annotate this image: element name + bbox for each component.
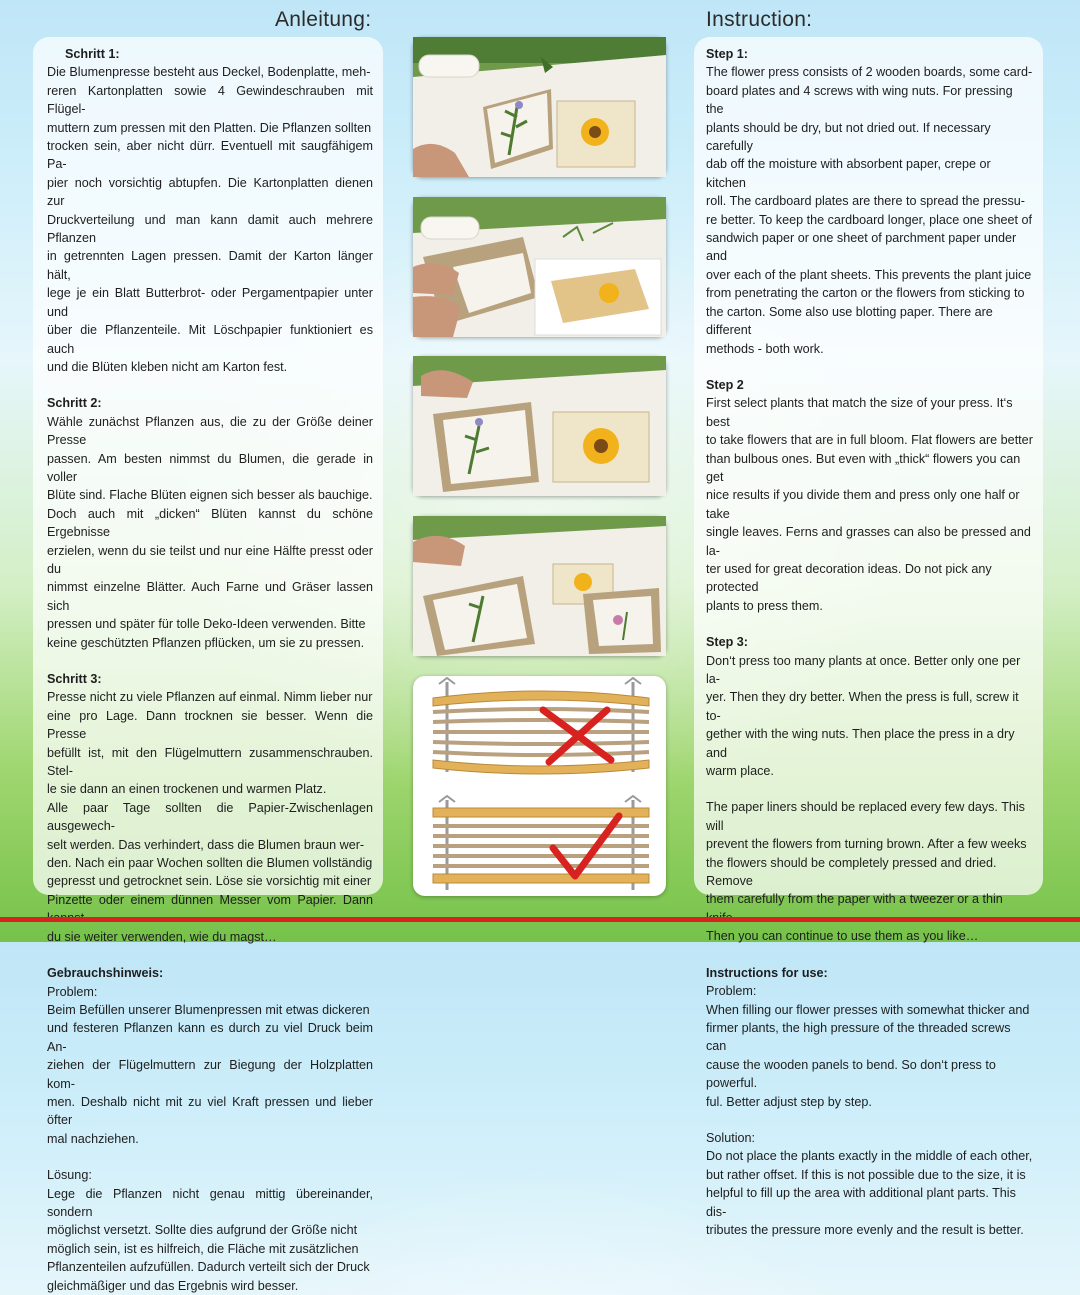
step2-body-en: First select plants that match the size of your press. It‘s best to take flowers that are in full bloom. Flat flowers are better than bulbous ones. But even with „thick“ flowers you can get nice results if you divide them and press only one half or take single leaves. Ferns and grasses can also be pressed and la- ter used for great decoration ideas. Do not pick any protected plants to press them. (706, 396, 1033, 613)
step3-heading-de: Schritt 3: (47, 672, 102, 686)
step3-heading-en: Step 3: (706, 635, 748, 650)
problem-body-de: Beim Befüllen unserer Blumenpressen mit etwas dickeren und festeren Pflanzen kann es durch zu viel Druck beim An- ziehen der Flügelmuttern zur Biegung der Holzplatten kom- men. Deshalb nicht mit zu viel Kraft pressen und lieber öfter mal nachziehen. (47, 1002, 373, 1146)
german-instructions-panel (33, 37, 383, 1293)
photo-arranging-plants (413, 37, 666, 177)
usage-heading-en: Instructions for use: (706, 965, 828, 980)
step2-heading-en: Step 2 (706, 377, 744, 392)
step2-body-de: Wähle zunächst Pflanzen aus, die zu der Größe deiner Presse passen. Am besten nimmst du Blumen, die gerade in voller Blüte sind. Flache Blüten eignen sich besser als bauchige. Doch auch mit „dicken“ Blüten kannst du schöne Ergebnisse erzielen, wenn du sie teilst und nur eine Hälfte presst oder du nimmst einzelne Blätter. Auch Farne und Gräser lassen sich pressen und später für tolle Deko-Ideen verwenden. Bitte keine geschützten Pflanzen pflücken, um sie zu pressen. (47, 414, 373, 650)
german-title: Anleitung: (275, 8, 372, 31)
solution-body-en: Do not place the plants exactly in the middle of each other, but rather offset. If this is not possible due to the size, it is helpful to fill up the area with additional plant parts. This dis- tributes the pressure more evenly and the result is better. (706, 1149, 1033, 1237)
english-title: Instruction: (706, 8, 813, 31)
step1-heading-de: Schritt 1: (65, 47, 120, 61)
press-comparison-diagram (413, 676, 666, 896)
step3-body-en: Don‘t press too many plants at once. Better only one per la- yer. Then they dry better. When the press is full, screw it to- gether with the wing nuts. Then place the press in a dry and warm place. (706, 653, 1021, 779)
footer-red-stripe (0, 917, 1080, 922)
problem-label-en: Problem: (706, 984, 757, 999)
step1-body-en: The flower press consists of 2 wooden boards, some card- board plates and 4 screws with wing nuts. For pressing the plants should be dry, but not dried out. If necessary carefully dab off the moisture with absorbent paper, crepe or kitchen roll. The cardboard plates are there to spread the pressu- re better. To keep the cardboard longer, place one sheet of sandwich paper or one sheet of parchment paper under and over each of the plant sheets. This prevents the plant juice from penetrating the carton or the flowers from sticking to the carton. Some also use blotting paper. There are different methods - both work. (706, 65, 1033, 356)
photo-closing-press (413, 197, 666, 337)
solution-label-de: Lösung: (47, 1168, 92, 1183)
problem-body-en: When filling our flower presses with somewhat thicker and firmer plants, the high pressure of the threaded screws can cause the wooden panels to bend. So don‘t press to powerful. ful. Better adjust step by step. (706, 1002, 1030, 1109)
step3-body-de: Presse nicht zu viele Pflanzen auf einmal. Nimm lieber nur eine pro Lage. Dann trocknen sie besser. Wenn die Presse befüllt ist, mit den Flügelmuttern zusammenschrauben. Stel- le sie dann an einen trockenen und warmen Platz. Alle paar Tage sollten die Papier-Zwischenlagen ausgewech- selt werden. Das verhindert, dass die Blumen braun wer- den. Nach ein paar Wochen sollten die Blumen vollständig gepresst und getrocknet sein. Löse sie vorsichtig mit einer Pinzette oder einem dünnen Messer vom Papier. Dann du sie weiter verwenden, wie du magst… (47, 690, 373, 944)
usage-heading-de: Gebrauchshinweis: (47, 966, 164, 981)
english-instructions-panel (694, 37, 1043, 1237)
solution-body-de: Lege die Pflanzen nicht genau mittig übereinander, sondern möglichst versetzt. Sollte dies aufgrund der Größe nicht möglich sein, ist es hilfreich, die Fläche mit zusätzlichen Pflanzenteilen aufzufüllen. Dadurch verteilt sich der Druck gleichmäßiger und das Ergebnis wird besser. (47, 1186, 373, 1293)
problem-label-de: Problem: (47, 984, 98, 999)
step2-heading-de: Schritt 2: (47, 396, 102, 411)
step1-body-de: Die Blumenpresse besteht aus Deckel, Bodenplatte, meh- reren Kartonplatten sowie 4 Gewindeschrauben mit Flügel- muttern zum pressen mit den Platten. Die Pflanzen sollten trocken sein, aber nicht dürr. Eventuell mit saugfähigem Pa- pier noch vorsichtig abtupfen. Die Kartonplatten dienen zur Druckverteilung und man kann damit auch mehrere Pflanzen in getrennten Lagen pressen. Damit der Karton länger hält, lege je ein Blatt Butterbrot- oder Pergamentpapier unter und über die Pflanzenteile. Mit Löschpapier funktioniert es auch und die Blüten kleben nicht am Karton fest. (47, 65, 373, 374)
photo-tightening-nuts (413, 356, 666, 496)
photo-opening-press (413, 516, 666, 656)
step1-heading-en: Step 1: (706, 47, 748, 61)
even-press-illustration (433, 796, 649, 890)
solution-label-en: Solution: (706, 1130, 756, 1145)
bent-press-illustration (433, 678, 649, 774)
liner-body-en: The paper liners should be replaced every few days. This will prevent the flowers from turning brown. After a few weeks the flowers should be completely pressed and dried. Remove them carefully from the paper with a tweezer or a thin Then you can continue to use them as you like… (706, 800, 1027, 944)
